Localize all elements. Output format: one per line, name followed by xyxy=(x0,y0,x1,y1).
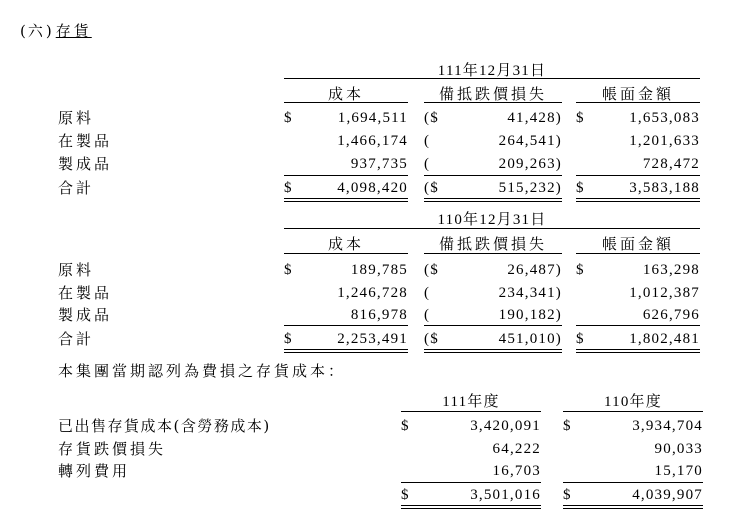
cost-value: 1,694,511 xyxy=(337,110,408,126)
currency-symbol: $ xyxy=(284,110,293,126)
period-rule xyxy=(284,78,700,79)
col-header-rule xyxy=(576,102,700,103)
col-header-rule xyxy=(401,411,541,412)
section-paren-open: ( xyxy=(20,22,26,40)
cost-value: 937,735 xyxy=(350,156,408,172)
col-header-year-111: 111年度 xyxy=(442,394,500,410)
book-value: 1,653,083 xyxy=(629,110,700,126)
allowance-open: ($ xyxy=(424,110,439,126)
year-110-value: 4,039,907 xyxy=(632,487,703,503)
row-label: 在製品 xyxy=(58,132,113,150)
col-header-rule xyxy=(576,253,700,254)
allowance-value: 264,541) xyxy=(498,133,562,149)
section-number: 六 xyxy=(27,22,46,40)
section-heading xyxy=(20,22,92,40)
currency-symbol: $ xyxy=(576,180,585,196)
total-double-rule xyxy=(424,198,562,202)
book-value: 1,802,481 xyxy=(629,331,700,347)
allowance-open: ( xyxy=(424,156,431,172)
cost-value: 816,978 xyxy=(350,307,408,323)
expense-intro-text: 本集團當期認列為費損之存貨成本： xyxy=(58,362,347,380)
currency-symbol: $ xyxy=(284,180,293,196)
subtotal-rule xyxy=(401,482,541,483)
allowance-open: ( xyxy=(424,133,431,149)
allowance-open: ($ xyxy=(424,331,439,347)
year-111-value: 3,420,091 xyxy=(470,418,541,434)
currency-symbol: $ xyxy=(576,110,585,126)
book-value: 3,583,188 xyxy=(629,180,700,196)
section-paren-close: ) xyxy=(45,22,52,40)
subtotal-rule xyxy=(563,482,703,483)
col-header-rule xyxy=(284,253,408,254)
period-header: 110年12月31日 xyxy=(437,212,547,228)
allowance-open: ($ xyxy=(424,180,439,196)
subtotal-rule xyxy=(284,175,408,176)
row-label: 製成品 xyxy=(58,155,113,173)
period-header: 111年12月31日 xyxy=(437,63,547,79)
cost-value: 1,246,728 xyxy=(337,285,408,301)
col-header-allowance: 備抵跌價損失 xyxy=(438,235,547,253)
year-111-value: 3,501,016 xyxy=(470,487,541,503)
section-title: 存貨 xyxy=(55,22,92,40)
year-110-value: 90,033 xyxy=(654,441,703,457)
total-double-rule xyxy=(284,349,408,353)
currency-symbol: $ xyxy=(401,418,410,434)
col-header-cost: 成本 xyxy=(327,235,364,253)
cost-value: 2,253,491 xyxy=(337,331,408,347)
currency-symbol: $ xyxy=(563,487,572,503)
currency-symbol: $ xyxy=(576,262,585,278)
currency-symbol: $ xyxy=(563,418,572,434)
col-header-year-110: 110年度 xyxy=(604,394,662,410)
allowance-open: ( xyxy=(424,285,431,301)
allowance-value: 190,182) xyxy=(498,307,562,323)
book-value: 728,472 xyxy=(642,156,700,172)
subtotal-rule xyxy=(576,175,700,176)
allowance-value: 515,232) xyxy=(498,180,562,196)
book-value: 1,201,633 xyxy=(629,133,700,149)
subtotal-rule xyxy=(424,325,562,326)
row-label: 製成品 xyxy=(58,306,113,324)
col-header-allowance: 備抵跌價損失 xyxy=(438,85,547,103)
allowance-open: ($ xyxy=(424,262,439,278)
year-111-value: 16,703 xyxy=(492,463,541,479)
total-double-rule xyxy=(424,349,562,353)
total-double-rule xyxy=(576,349,700,353)
subtotal-rule xyxy=(424,175,562,176)
allowance-value: 234,341) xyxy=(498,285,562,301)
row-label: 合計 xyxy=(58,179,95,197)
cost-value: 189,785 xyxy=(350,262,408,278)
year-110-value: 15,170 xyxy=(654,463,703,479)
book-value: 1,012,387 xyxy=(629,285,700,301)
col-header-cost: 成本 xyxy=(327,85,364,103)
book-value: 626,796 xyxy=(642,307,700,323)
total-double-rule xyxy=(576,198,700,202)
subtotal-rule xyxy=(284,325,408,326)
total-double-rule xyxy=(563,505,703,509)
allowance-value: 26,487) xyxy=(507,262,562,278)
cost-value: 4,098,420 xyxy=(337,180,408,196)
row-label: 存貨跌價損失 xyxy=(58,440,167,458)
col-header-rule xyxy=(284,102,408,103)
allowance-value: 209,263) xyxy=(498,156,562,172)
row-label: 原料 xyxy=(58,109,95,127)
total-double-rule xyxy=(284,198,408,202)
row-label: 在製品 xyxy=(58,284,113,302)
year-111-value: 64,222 xyxy=(492,441,541,457)
col-header-rule xyxy=(563,411,703,412)
currency-symbol: $ xyxy=(576,331,585,347)
subtotal-rule xyxy=(576,325,700,326)
col-header-book-value: 帳面金額 xyxy=(601,235,674,253)
col-header-rule xyxy=(424,102,562,103)
row-label: 已出售存貨成本(含勞務成本) xyxy=(58,417,271,435)
col-header-book-value: 帳面金額 xyxy=(601,85,674,103)
row-label: 合計 xyxy=(58,330,95,348)
currency-symbol: $ xyxy=(401,487,410,503)
book-value: 163,298 xyxy=(642,262,700,278)
currency-symbol: $ xyxy=(284,331,293,347)
allowance-value: 451,010) xyxy=(498,331,562,347)
allowance-open: ( xyxy=(424,307,431,323)
row-label: 原料 xyxy=(58,261,95,279)
period-rule xyxy=(284,228,700,229)
cost-value: 1,466,174 xyxy=(337,133,408,149)
row-label: 轉列費用 xyxy=(58,462,131,480)
col-header-rule xyxy=(424,253,562,254)
total-double-rule xyxy=(401,505,541,509)
year-110-value: 3,934,704 xyxy=(632,418,703,434)
currency-symbol: $ xyxy=(284,262,293,278)
allowance-value: 41,428) xyxy=(507,110,562,126)
